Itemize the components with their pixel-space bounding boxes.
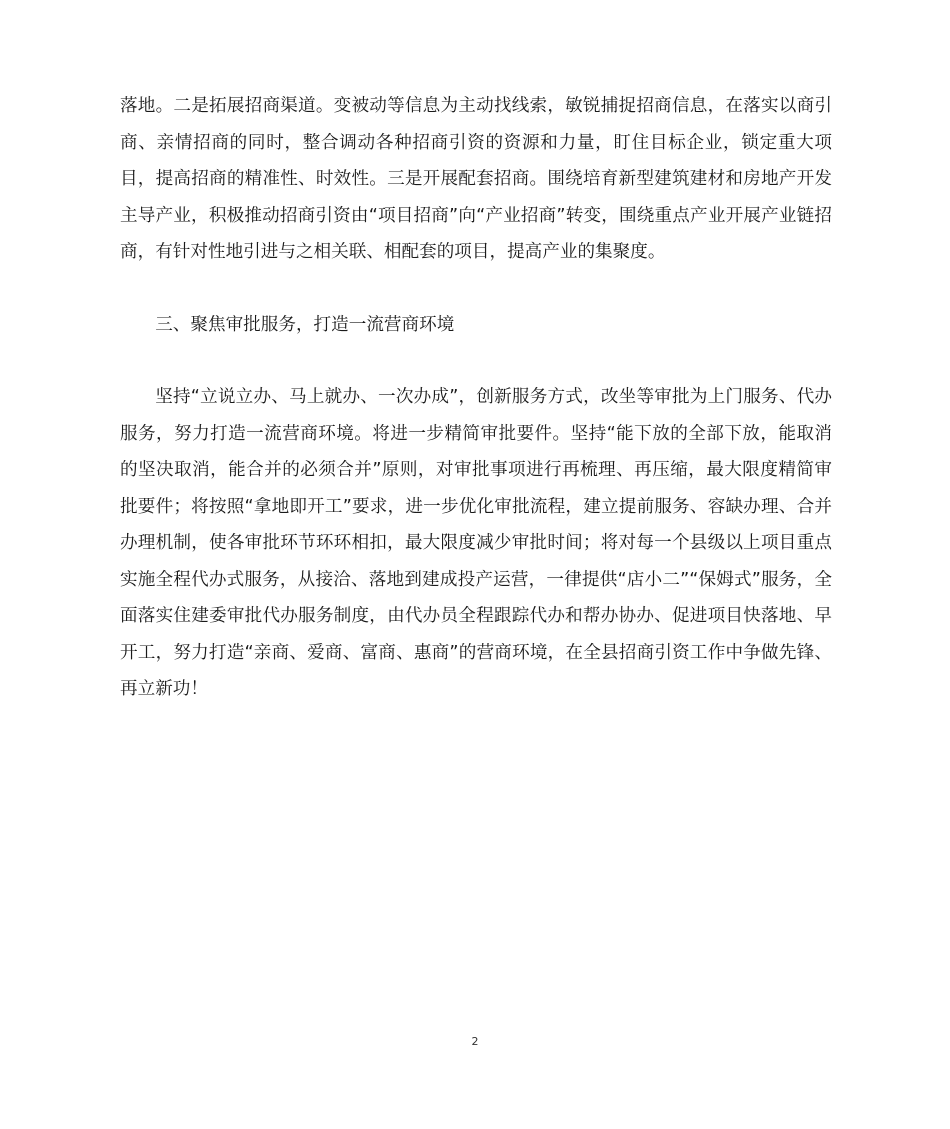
paragraph-investment-channels: 落地。二是拓展招商渠道。变被动等信息为主动找线索，敏锐捕捉招商信息，在落实以商引商、亲情招商的同时，整合调动各种招商引资的资源和力量，盯住目标企业，锁定重大项目，提高招商的精准性、时效性。三是开展配套招商。围绕培育新型建筑建材和房地产开发主导产业，积极推动招商引资由“项目招商”向“产业招商”转变，围绕重点产业开展产业链招商，有针对性地引进与之相关联、相配套的项目，提高产业的集聚度。 [120,96,832,262]
document-body [120,88,832,708]
paragraph-spacer [120,343,832,379]
page-number: 2 [471,1035,479,1048]
section-heading-approval-services: 三、聚焦审批服务，打造一流营商环境 [155,314,455,335]
paragraph-spacer [120,271,832,307]
paragraph-approval-services: 坚持“立说立办、马上就办、一次办成”，创新服务方式，改坐等审批为上门服务、代办服务，努力打造一流营商环境。将进一步精简审批要件。坚持“能下放的全部下放，能取消的坚决取消，能合并的必须合并”原则，对审批事项进行再梳理、再压缩，最大限度精简审批要件；将按照“拿地即开工”要求，进一步优化审批流程，建立提前服务、容缺办理、合并办理机制，使各审批环节环环相扣，最大限度减少审批时间；将对每一个县级以上项目重点实施全程代办式服务，从接洽、落地到建成投产运营，一律提供“店小二”“保姆式”服务，全面落实住建委审批代办服务制度，由代办员全程跟踪代办和帮办协办、促进项目快落地、早开工，努力打造“亲商、爱商、富商、惠商”的营商环境，在全县招商引资工作中争做先锋、再立新功！ [120,387,832,699]
